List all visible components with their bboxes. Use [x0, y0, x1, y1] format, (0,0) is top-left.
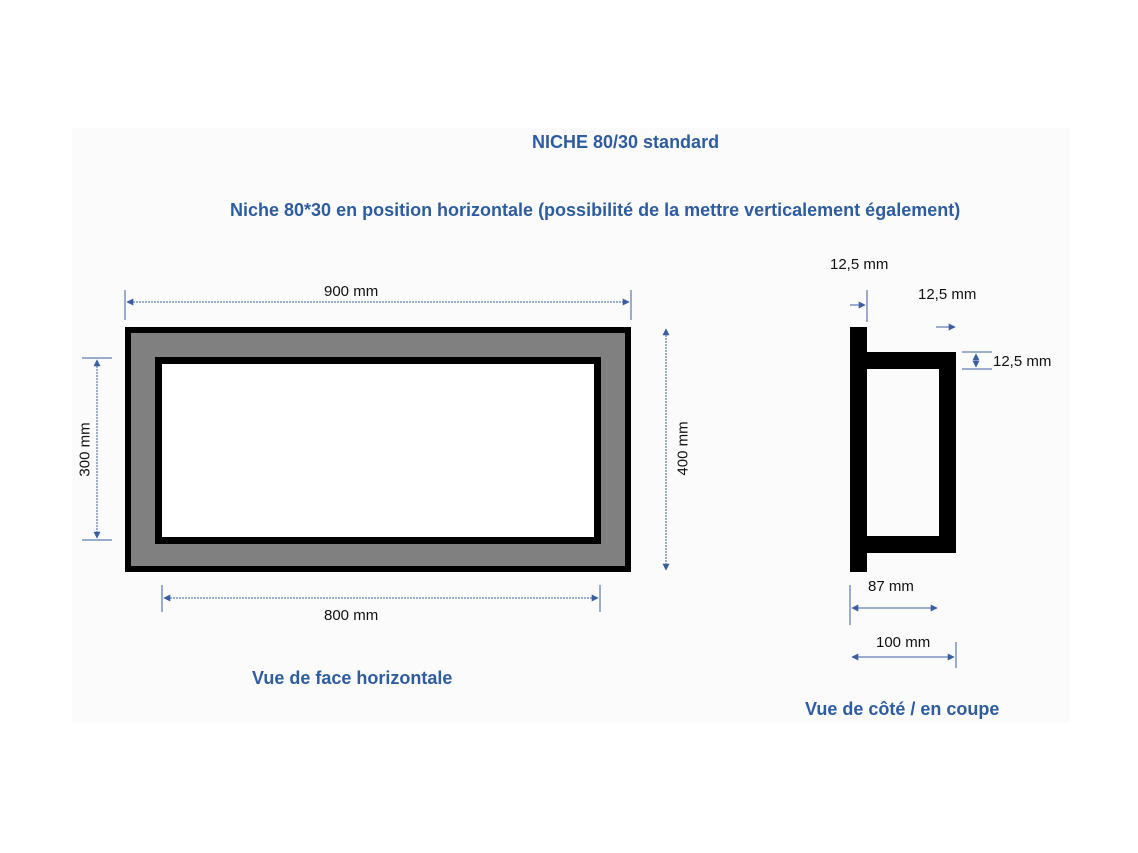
back-wall-section — [939, 352, 956, 553]
label-outer-height: 400 mm — [674, 421, 692, 476]
page-subtitle: Niche 80*30 en position horizontale (possibilité de la mettre verticalement également) — [230, 200, 961, 220]
label-top-thickness: 12,5 mm — [993, 353, 1052, 370]
side-dimension-lines — [850, 290, 992, 668]
label-outer-width: 900 mm — [324, 283, 379, 300]
page-title: NICHE 80/30 standard — [532, 132, 720, 152]
label-wall-thickness: 12,5 mm — [918, 286, 977, 303]
side-view-caption: Vue de côté / en coupe — [805, 699, 1000, 719]
label-inner-height: 300 mm — [76, 422, 94, 477]
front-view-caption: Vue de face horizontale — [252, 668, 453, 688]
inner-opening — [162, 364, 594, 537]
side-view — [850, 327, 956, 572]
label-inner-depth: 87 mm — [868, 578, 914, 595]
label-inner-width: 800 mm — [324, 607, 379, 624]
front-view — [125, 327, 631, 572]
label-flange-thickness: 12,5 mm — [830, 256, 889, 273]
label-total-depth: 100 mm — [876, 634, 931, 651]
